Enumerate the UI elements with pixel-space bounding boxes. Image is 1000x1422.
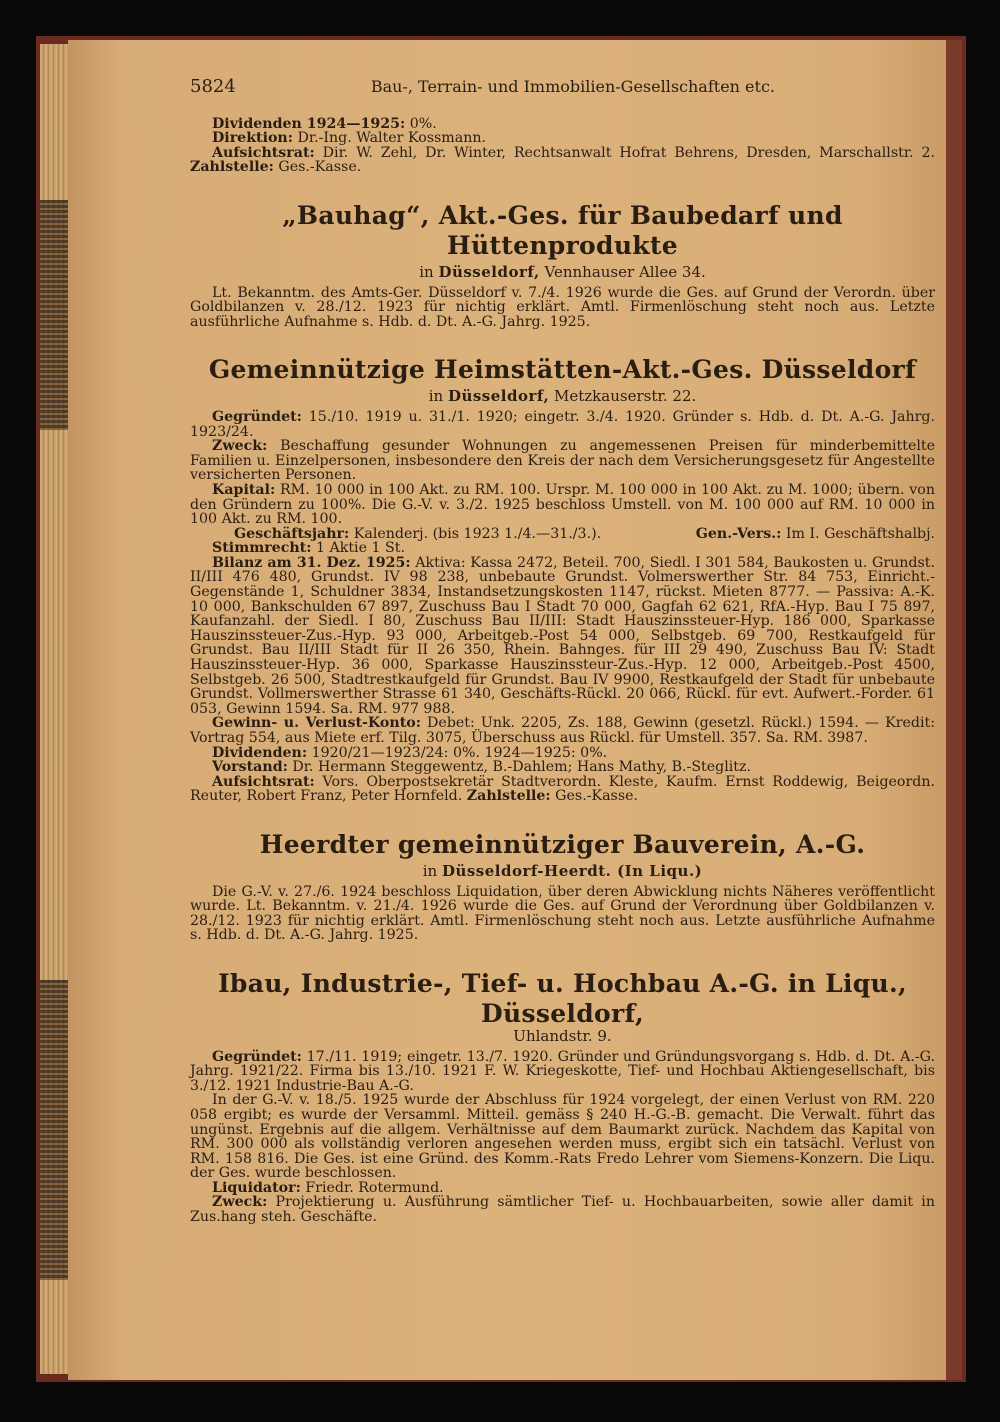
entry-title: „Bauhag“, Akt.-Ges. für Baubedarf und Hüttenprodukte xyxy=(282,200,843,260)
label: Dividenden 1924—1925: xyxy=(212,115,406,132)
label: Direktion: xyxy=(212,130,293,147)
label: Gen.-Vers.: xyxy=(695,525,782,542)
text: Beschaffung gesunder Wohnungen zu angemessenen Preisen für minderbemittelte Familien u. Einzelpersonen, insbesondere den Kreis der nach dem Versicherungsgesetz für Angestellte versicherten Personen. xyxy=(190,438,935,484)
entry-bauhag xyxy=(190,201,935,329)
text: Dr. Hermann Steggewentz, B.-Dahlem; Hans Mathy, B.-Steglitz. xyxy=(287,759,751,776)
paragraph: In der G.-V. v. 18./5. 1925 wurde der Abschluss für 1924 vorgelegt, der einen Verlust von RM. 220 058 ergibt; es wurde der Versamml. Mitteil. gemäss § 240 H.-G.-B. gemacht. Die Verwalt. führt das ungünst. Ergebnis auf die allgem. Verhältnisse auf dem Baumarkt zurück. Nachdem das Kapital von RM. 300 000 als vollständig verloren angesehen werden muss, ergibt sich ein tatsächl. Verlust von RM. 158 816. Die Ges. ist eine Gründ. des Komm.-Rats Fredo Lehrer vom Siemens-Konzern. Die Liqu. der Ges. wurde beschlossen. xyxy=(190,1092,935,1182)
page-content xyxy=(190,76,935,1226)
running-header xyxy=(190,76,935,97)
label: Zweck: xyxy=(212,1194,268,1211)
text: 0%. xyxy=(405,115,437,132)
label: Zahlstelle: xyxy=(190,159,274,176)
entry-heimstaetten xyxy=(190,355,935,804)
text: 15./10. 1919 u. 31./1. 1920; eingetr. 3./4. 1920. Gründer s. Hdb. d. Dt. A.-G. Jahrg. 1923/24. xyxy=(190,408,935,440)
entry-location: Uhlandstr. 9. xyxy=(513,1026,612,1045)
entry-location xyxy=(190,389,935,404)
text: Friedr. Rotermund. xyxy=(300,1179,444,1196)
entry-ibau xyxy=(190,969,935,1225)
city: Düsseldorf-Heerdt. xyxy=(441,861,612,880)
running-head: Bau-, Terrain- und Immobilien-Gesellschaften etc. xyxy=(370,77,775,96)
label: Gegründet: xyxy=(212,1048,302,1065)
page-number: 5824 xyxy=(190,76,236,97)
entry-title: Gemeinnützige Heimstätten-Akt.-Ges. Düsseldorf xyxy=(208,355,917,385)
text: Aktiva: Kassa 2472, Beteil. 700, Siedl. I 301 584, Baukosten u. Grundst. II/III 476 480, Grundst. IV 98 238, unbebaute Grundst. Volmerswerther Str. 84 753, Einricht.-Gegenstände 1, Schuldner 3834, Instandsetzungskosten 1147, rückst. Mieten 8777. — Passiva: A.-K. 10 000, Bankschulden 67 897, Zuschuss Bau I Stadt 70 000, Gagfah 62 621, RfA.-Hyp. Bau I 75 897, Kaufanzahl. der Siedl. I 80, Zuschuss Bau II/III: Stadt Hauszinssteuer-Hyp. 186 000, Sparkasse Hauszinssteuer-Zus.-Hyp. 93 000, Arbeitgeb.-Post 54 000, Selbstgeb. 69 700, Restkaufgeld für Grundst. Bau II/III Stadt für II 26 350, Rhein. Bahnges. für III 29 490, Zuschuss Bau IV: Stadt Hauszinssteuer-Hyp. 36 000, Sparkasse Hauszinssteur-Zus.-Hyp. 12 000, Arbeitgeb.-Post 4500, Selbstgeb. 26 500, Stadtrestkaufgeld für Grundst. Bau IV 9900, Restkaufgeld der Stadt für unbebaute Grundst. Vollmerswerther Strasse 61 340, Geschäfts-Rückl. 20 066, Rückl. für evt. Aufwert.-Forder. 61 053, Gewinn 1594. Sa. RM. 977 988. xyxy=(190,554,935,717)
paragraph: Lt. Bekanntm. des Amts-Ger. Düsseldorf v. 7./4. 1926 wurde die Ges. auf Grund der Verordn. über Goldbilanzen v. 28./12. 1923 für nichtig erklärt. Amtl. Firmenlöschung steht noch aus. Letzte ausführliche Aufnahme s. Hdb. d. Dt. A.-G. Jahrg. 1925. xyxy=(190,284,935,330)
address: Vennhauser Allee 34. xyxy=(539,262,706,281)
text: in xyxy=(419,262,439,281)
right-edge xyxy=(946,40,962,1380)
text: Debet: Unk. 2205, Zs. 188, Gewinn (gesetzl. Rückl.) 1594. — Kredit: Vortrag 554, aus Miete erf. Tilg. 3075, Überschuss aus Rückl. für Umstell. 357. Sa. RM. 3987. xyxy=(190,715,935,746)
label: Zahlstelle: xyxy=(466,788,551,805)
text: Dr.-Ing. Walter Kossmann. xyxy=(292,130,486,147)
text: 1 Aktie 1 St. xyxy=(311,540,405,557)
label: Vorstand: xyxy=(212,759,288,776)
liquidation-note: (In Liqu.) xyxy=(611,861,703,880)
entry-heerdter xyxy=(190,830,935,943)
text: 1920/21—1923/24: 0%. 1924—1925: 0%. xyxy=(307,744,608,761)
text: Ges.-Kasse. xyxy=(273,159,362,176)
label: Gewinn- u. Verlust-Konto: xyxy=(212,715,421,732)
label: Gegründet: xyxy=(212,408,302,425)
text: Im I. Geschäftshalbj. xyxy=(781,525,935,542)
city: Düsseldorf, xyxy=(447,387,550,406)
text: Projektierung u. Ausführung sämtlicher Tief- u. Hochbauarbeiten, sowie aller damit in Zus.hang steh. Geschäfte. xyxy=(190,1194,935,1226)
text: Dir. W. Zehl, Dr. Winter, Rechtsanwalt Hofrat Behrens, Dresden, Marschallstr. 2. xyxy=(314,144,935,161)
label: Geschäftsjahr: xyxy=(234,525,350,542)
entry-location xyxy=(190,861,935,880)
label: Dividenden: xyxy=(212,744,308,761)
label: Aufsichtsrat: xyxy=(212,144,315,161)
label: Zweck: xyxy=(212,438,268,455)
label: Liquidator: xyxy=(212,1179,301,1196)
address: Metzkauserstr. 22. xyxy=(549,387,697,406)
city: Düsseldorf, xyxy=(438,262,540,281)
label: Aufsichtsrat: xyxy=(212,773,315,790)
entry-title: Heerdter gemeinnütziger Bauverein, A.-G. xyxy=(259,829,866,859)
text: 17./11. 1919; eingetr. 13./7. 1920. Gründer und Gründungsvorgang s. Hdb. d. Dt. A.-G. Jahrg. 1921/22. Firma bis 13./10. 1921 F. W. Kriegeskotte, Tief- und Hochbau Aktiengesellschaft, bis 3./12. 1921 Industrie-Bau A.-G. xyxy=(190,1048,935,1094)
prev-entry-tail xyxy=(190,117,935,175)
text: in xyxy=(428,387,448,406)
text: Ges.-Kasse. xyxy=(550,788,639,805)
label: Kapital: xyxy=(212,481,276,498)
label: Stimmrecht: xyxy=(212,540,312,557)
text: RM. 10 000 in 100 Akt. zu RM. 100. Urspr. M. 100 000 in 100 Akt. zu M. 1000; übern. von den Gründern zu 100%. Die G.-V. v. 3./2. 1925 beschloss Umstell. von M. 100 000 auf RM. 10 000 in 100 Akt. zu RM. 100. xyxy=(190,481,935,528)
text: Vors. Oberpostsekretär Stadtverordn. Kleste, Kaufm. Ernst Roddewig, Beigeordn. Reuter, Robert Franz, Peter Hornfeld. xyxy=(190,773,935,805)
text: Kalenderj. (bis 1923 1./4.—31./3.). xyxy=(349,525,602,542)
text: in xyxy=(422,861,442,880)
paragraph: Die G.-V. v. 27./6. 1924 beschloss Liquidation, über deren Abwicklung nichts Näheres veröffentlicht wurde. Lt. Bekanntm. v. 21./4. 1926 wurde die Ges. auf Grund der Verordnung über Goldbilanzen v. 28./12. 1923 für nichtig erklärt. Amtl. Firmenlöschung steht noch aus. Letzte ausführliche Aufnahme s. Hdb. d. Dt. A.-G. Jahrg. 1925. xyxy=(190,883,935,944)
entry-location xyxy=(190,262,935,281)
entry-title: Ibau, Industrie-, Tief- u. Hochbau A.-G. in Liqu., Düsseldorf, xyxy=(217,968,908,1028)
label: Bilanz am 31. Dez. 1925: xyxy=(212,554,411,571)
